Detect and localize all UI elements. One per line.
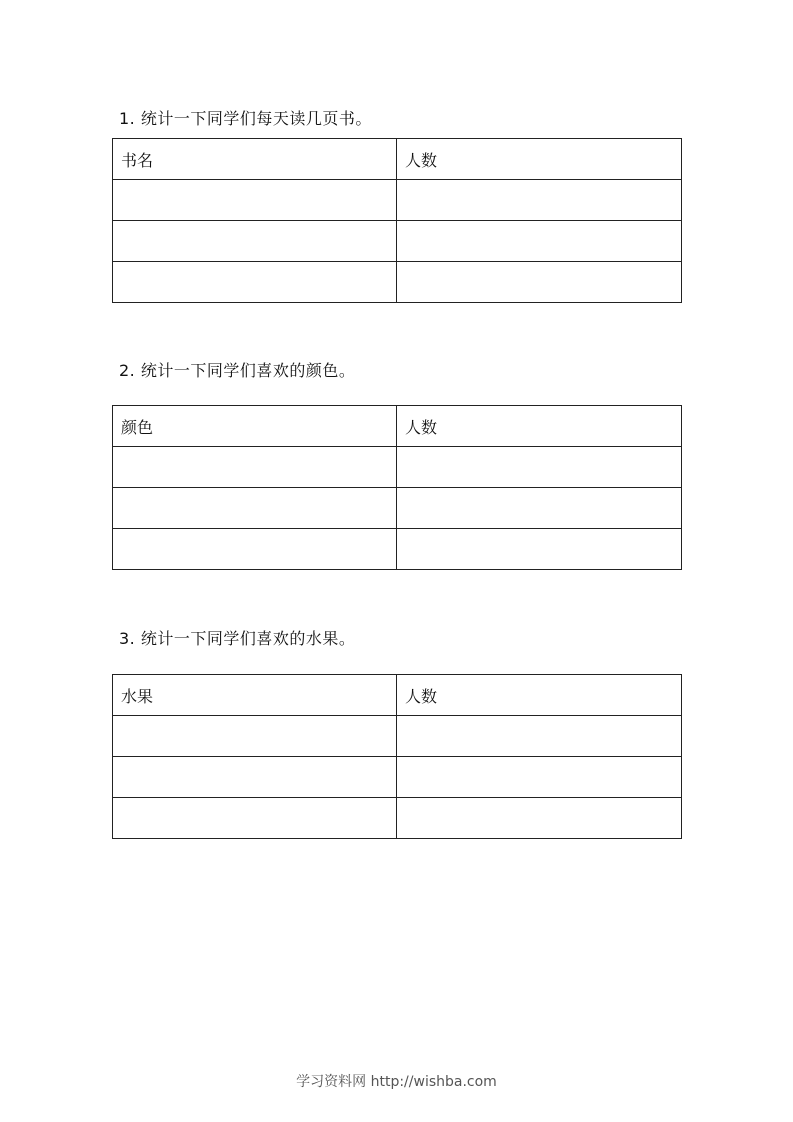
question-1-title: 1. 统计一下同学们每天读几页书。 xyxy=(119,109,372,128)
table-row xyxy=(113,798,682,839)
table-header-cell: 水果 xyxy=(113,675,397,716)
table-row xyxy=(113,180,682,221)
footer-watermark: 学习资料网 http://wishba.com xyxy=(296,1074,497,1090)
table-cell xyxy=(397,529,682,570)
table-cell xyxy=(397,180,682,221)
table-cell xyxy=(397,488,682,529)
table-cell xyxy=(397,447,682,488)
question-2-title: 2. 统计一下同学们喜欢的颜色。 xyxy=(119,361,356,380)
table-header-row xyxy=(113,675,682,716)
table-header-cell: 书名 xyxy=(113,139,397,180)
table-row xyxy=(113,488,682,529)
table-cell xyxy=(113,262,397,303)
table-header-cell: 人数 xyxy=(397,139,682,180)
table-cell xyxy=(397,798,682,839)
table-row xyxy=(113,262,682,303)
table-cell xyxy=(113,716,397,757)
question-3-title: 3. 统计一下同学们喜欢的水果。 xyxy=(119,629,356,648)
table-header-row xyxy=(113,139,682,180)
table-cell xyxy=(113,529,397,570)
question-2-table xyxy=(112,405,682,570)
table-cell xyxy=(113,488,397,529)
table-cell xyxy=(113,221,397,262)
question-1-table xyxy=(112,138,682,303)
table-header-cell: 人数 xyxy=(397,675,682,716)
table-row xyxy=(113,447,682,488)
table-cell xyxy=(113,447,397,488)
table-cell xyxy=(113,180,397,221)
table-cell xyxy=(397,757,682,798)
table-row xyxy=(113,221,682,262)
table-row xyxy=(113,757,682,798)
table-row xyxy=(113,716,682,757)
question-3-table xyxy=(112,674,682,839)
table-cell xyxy=(397,221,682,262)
table-header-cell: 颜色 xyxy=(113,406,397,447)
table-cell xyxy=(397,716,682,757)
table-header-cell: 人数 xyxy=(397,406,682,447)
table-cell xyxy=(113,798,397,839)
table-cell xyxy=(397,262,682,303)
table-header-row xyxy=(113,406,682,447)
table-row xyxy=(113,529,682,570)
table-cell xyxy=(113,757,397,798)
